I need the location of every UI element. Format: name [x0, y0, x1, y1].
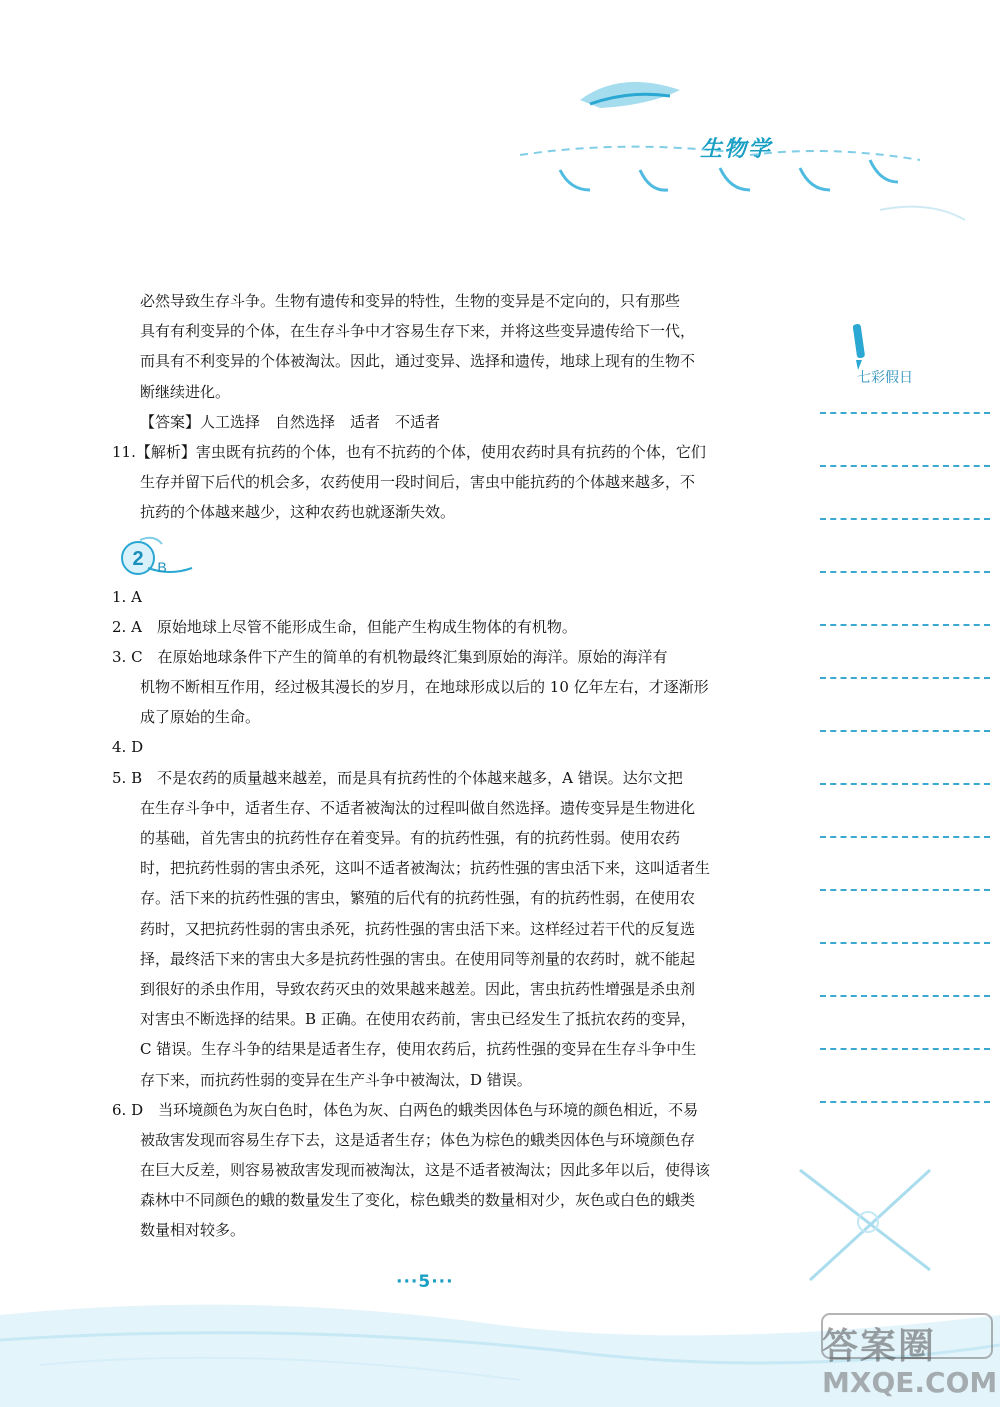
text-line: 存。活下来的抗药性强的害虫，繁殖的后代有的抗药性强，有的抗药性弱，在使用农 [140, 889, 696, 908]
watermark-text: 答案圈 [822, 1326, 937, 1367]
text-line: 而具有不利变异的个体被淘汰。因此，通过变异、选择和遗传，地球上现有的生物不 [140, 352, 696, 371]
pen-icon [846, 322, 876, 372]
text-line: 时，把抗药性弱的害虫杀死，这叫不适者被淘汰；抗药性强的害虫活下来，这叫适者生 [140, 859, 711, 878]
text-line: 抗药的个体越来越少，这种农药也就逐渐失效。 [140, 503, 456, 522]
answer-line: 【答案】人工选择 自然选择 适者 不适者 [140, 412, 441, 431]
item-line: 4. D [112, 738, 144, 757]
item-line: 2. A 原始地球上尽管不能形成生命，但能产生构成生物体的有机物。 [112, 617, 577, 636]
text-line: 必然导致生存斗争。生物有遗传和变异的特性，生物的变异是不定向的，只有那些 [140, 292, 681, 310]
text-line: 药时，又把抗药性弱的害虫杀死，抗药性强的害虫活下来。这样经过若干代的反复选 [140, 919, 696, 938]
text-line: 成了原始的生命。 [140, 708, 261, 727]
text-line: 生存并留下后代的机会多，农药使用一段时间后，害虫中能抗药的个体越来越多，不 [140, 473, 696, 492]
text-line: 数量相对较多。 [140, 1221, 246, 1240]
item-line: 1. A [112, 587, 142, 606]
subject-title: 生物学 [700, 137, 773, 162]
text-line: 对害虫不断选择的结果。B 正确。在使用农药前，害虫已经发生了抵抗农药的变异， [140, 1010, 696, 1029]
item-line: 6. D 当环境颜色为灰白色时，体色为灰、白两色的蛾类因体色与环境的颜色相近，不易 [112, 1100, 699, 1119]
text-line: 被敌害发现而容易生存下去，这是适者生存；体色为棕色的蛾类因体色与环境颜色存 [140, 1130, 696, 1149]
page-number: ···5··· [396, 1272, 454, 1292]
text-line: 机物不断相互作用，经过极其漫长的岁月，在地球形成以后的 10 亿年左右，才逐渐形 [140, 678, 709, 697]
badge-letter: B [157, 558, 167, 575]
answer-content [112, 286, 752, 1246]
text-line: C 错误。生存斗争的结果是适者生存，使用农药后，抗药性强的变异在生存斗争中生 [140, 1040, 697, 1059]
badge-icon [120, 534, 200, 584]
text-line: 存下来，而抗药性弱的变异在生产斗争中被淘汰，D 错误。 [140, 1070, 532, 1089]
text-line: 到很好的杀虫作用，导致农药灭虫的效果越来越差。因此，害虫抗药性增强是杀虫剂 [140, 979, 696, 998]
watermark-url: MXQE.COM [822, 1366, 998, 1399]
item-line: 3. C 在原始地球条件下产生的简单的有机物最终汇集到原始的海洋。原始的海洋有 [112, 647, 668, 666]
section-badge [112, 528, 752, 582]
text-line: 择，最终活下来的害虫大多是抗药性强的害虫。在使用同等剂量的农药时，就不能起 [140, 949, 696, 968]
text-line: 的基础，首先害虫的抗药性存在着变异。有的抗药性强，有的抗药性弱。使用农药 [140, 829, 681, 847]
sidebar-label: 七彩假日 [857, 370, 913, 386]
badge-number: 2 [132, 547, 144, 570]
text-line: 断继续进化。 [140, 382, 231, 401]
text-line: 在生存斗争中，适者生存、不适者被淘汰的过程叫做自然选择。遗传变异是生物进化 [140, 798, 696, 817]
item-line: 11.【解析】害虫既有抗药的个体，也有不抗药的个体，使用农药时具有抗药的个体，它们 [112, 442, 706, 461]
crossed-lines-decoration [780, 1160, 960, 1300]
text-line: 森林中不同颜色的蛾的数量发生了变化，棕色蛾类的数量相对少，灰色或白色的蛾类 [140, 1191, 696, 1210]
text-line: 在巨大反差，则容易被敌害发现而被淘汰，这是不适者被淘汰；因此多年以后，使得该 [140, 1161, 711, 1180]
item-line: 5. B 不是农药的质量越来越差，而是具有抗药性的个体越来越多，A 错误。达尔文把 [112, 768, 683, 787]
text-line: 具有有利变异的个体，在生存斗争中才容易生存下来，并将这些变异遗传给下一代， [140, 322, 696, 341]
